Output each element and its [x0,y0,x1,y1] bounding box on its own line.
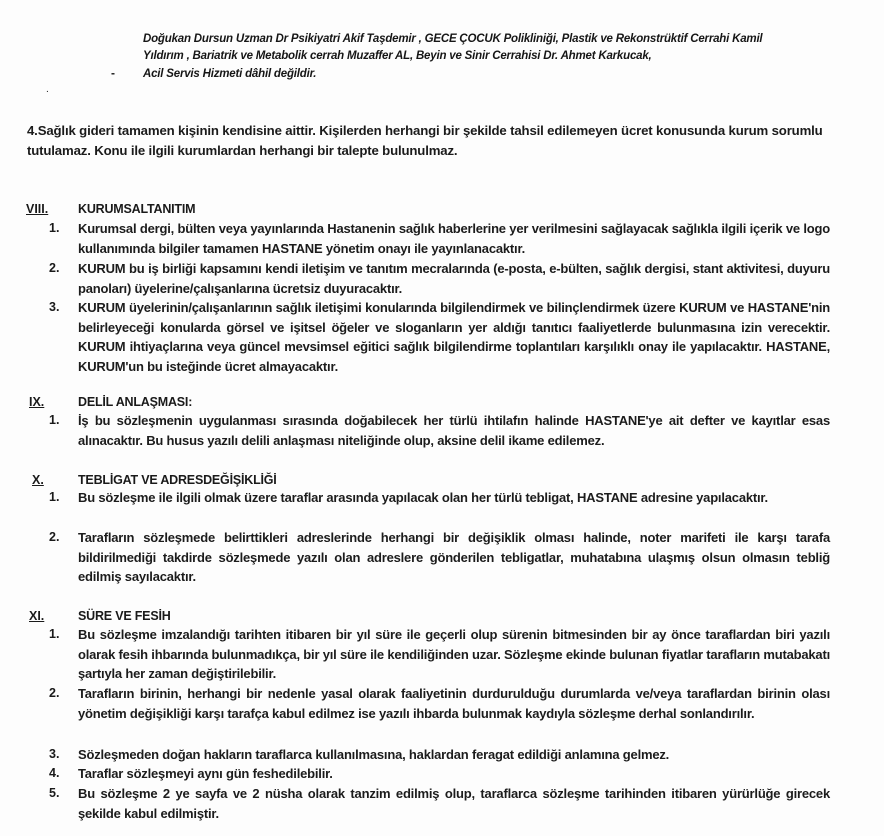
item-text: Bu sözleşme 2 ye sayfa ve 2 nüsha olarak tanzim edilmiş olup, taraflarca sözleşme tarihinden itibaren yürürlüğe girecek şekilde kabul edilmiştir. [78,786,830,821]
clause-4-paragraph: 4.Sağlık gideri tamamen kişinin kendisine aittir. Kişilerden herhangi bir şekilde tahsil edilemeyen ücret konusunda kurum sorumlu tutulamaz. Konu ile ilgili kurumlardan herhangi bir talepte bulunulmaz. [27,123,823,158]
section-title: TEBLİGAT VE ADRESDEĞİŞİKLİĞİ [78,473,277,487]
item-number: 1. [49,490,60,504]
section-title: DELİL ANLAŞMASI: [78,395,193,409]
item-number: 2. [49,261,60,275]
doctor-list-line-1: Doğukan Dursun Uzman Dr Psikiyatri Akif Taşdemir , GECE ÇOCUK Polikliniği, Plastik ve Rekonstrüktif Cerrahi Kamil [143,33,763,45]
item-number: 4. [49,766,60,780]
item-number: 1. [49,221,60,235]
section-number: IX. [29,395,45,409]
section-number: VIII. [26,202,49,216]
doctor-list-line-2: Yıldırım , Bariatrik ve Metabolik cerrah Muzaffer AL, Beyin ve Sinir Cerrahisi Dr. Ahmet Karkucak, [143,50,652,62]
item-text: KURUM bu iş birliği kapsamını kendi iletişim ve tanıtım mecralarında (e-posta, e-bülten, sağlık dergisi, stant aktivitesi, duyuru panoları) üyelerine/çalışanlarına ücretsiz duyuracaktır. [78,261,830,296]
item-text: KURUM üyelerinin/çalışanlarının sağlık iletişimi konularında bilgilendirmek ve bilinçlendirmek üzere KURUM ve HASTANE'nin belirleyeceği konularda görsel ve işitsel öğeler ve sloganların yer aldığı tanıtıcı faaliyetlerde bulunmasına izin verecektir. KURUM ihtiyaçlarına veya güncel mevsimsel eğitici sağlık bilgilendirme toplantıları karşılıklı onay ile yapılacaktır. HASTANE, KURUM'un bu isteğinde ücret almayacaktır. [78,300,830,374]
item-text: Tarafların sözleşmede belirttikleri adreslerinde herhangi bir değişiklik olması halinde, noter marifeti ile karşı tarafa bildirilmediği takdirde sözleşmede yazılı olan adreslere gönderilen tebligatlar, muhatabına ulaşmış olsun olmasın tebliğ edilmiş sayılacaktır. [78,530,830,584]
item-text: İş bu sözleşmenin uygulanması sırasında doğabilecek her türlü ihtilafın halinde HASTANE'ye ait defter ve kayıtlar esas alınacaktır. Bu husus yazılı delili anlaşması niteliğinde olup, aksine delil ikame edilemez. [78,413,830,448]
section-title: KURUMSALTANITIM [78,202,196,216]
item-number: 1. [49,627,60,641]
section-number: XI. [29,609,45,623]
item-number: 2. [49,686,60,700]
item-text: Sözleşmeden doğan hakların taraflarca kullanılmasına, haklardan feragat edildiği anlamına gelmez. [78,747,670,762]
item-text: Tarafların birinin, herhangi bir nedenle yasal olarak faaliyetinin durdurulduğu durumlarda ve/veya taraflardan birinin olası yönetim değişikliği karşı tarafça kabul edilmez ise yazılı ihbarda bulunmak kaydıyla sözleşme derhal sonlandırılır. [78,686,830,721]
item-number: 3. [49,747,60,761]
emergency-exclusion-note: Acil Servis Hizmeti dâhil değildir. [143,68,317,80]
section-title: SÜRE VE FESİH [78,609,171,623]
item-number: 1. [49,413,60,427]
item-text: Taraflar sözleşmeyi aynı gün feshedilebilir. [78,766,333,781]
section-number: X. [32,473,44,487]
item-number: 2. [49,530,60,544]
bullet-dash: - [111,66,115,80]
item-number: 3. [49,300,60,314]
item-number: 5. [49,786,60,800]
stray-mark: . [46,84,49,95]
item-text: Bu sözleşme ile ilgili olmak üzere taraflar arasında yapılacak olan her türlü tebligat, HASTANE adresine yapılacaktır. [78,490,768,505]
item-text: Bu sözleşme imzalandığı tarihten itibaren bir yıl süre ile geçerli olup sürenin bitmesinden bir ay önce taraflardan biri yazılı olarak fesih ihbarında bulunmadıkça, bir yıl süre ile kendiliğinden uzar. Sözleşme ekinde bulunan fiyatlar tarafların mutabakatı şartıyla her zaman değiştirilebilir. [78,627,830,681]
item-text: Kurumsal dergi, bülten veya yayınlarında Hastanenin sağlık haberlerine yer verilmesini sağlayacak sağlıkla ilgili içerik ve logo kullanımında bilgiler tamamen HASTANE yönetim onayı ile yayınlanacaktır. [78,221,830,256]
